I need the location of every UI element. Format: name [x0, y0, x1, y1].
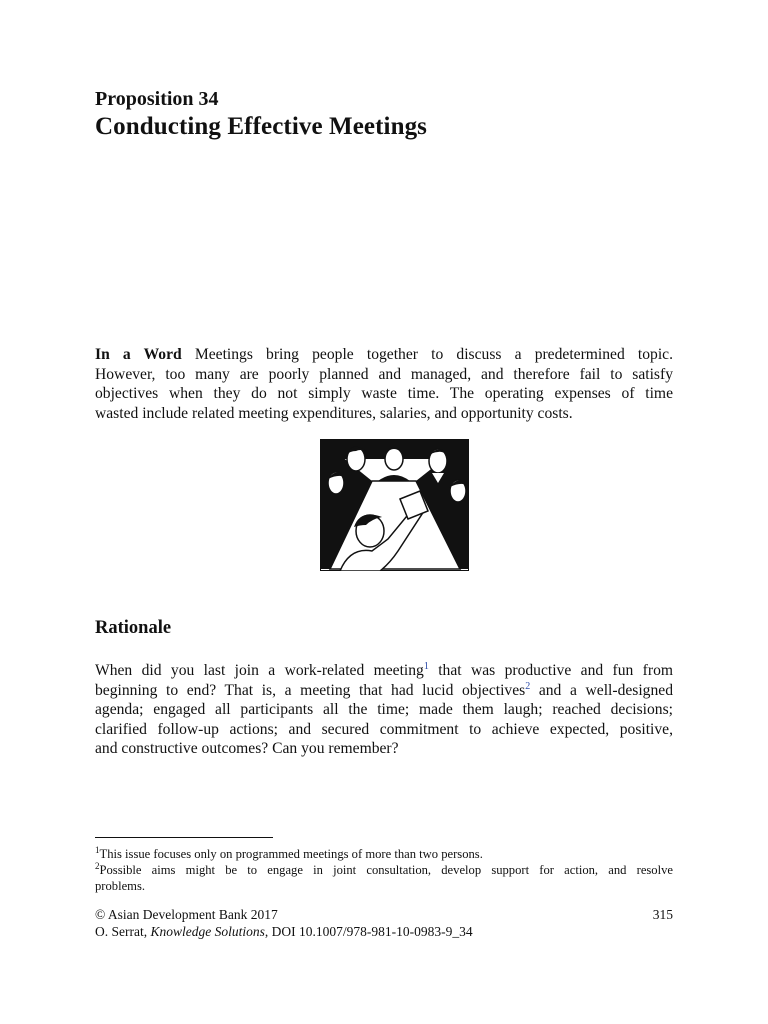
rationale-line-text: that was productive and fun from [428, 662, 673, 679]
footnote-line [95, 846, 673, 862]
rationale-paragraph [95, 661, 673, 759]
citation [95, 924, 473, 940]
rationale-line: agenda; engaged all participants all the time; made them laugh; reached decisions; [95, 701, 673, 718]
in-a-word-line [95, 345, 673, 365]
chapter-title: Conducting Effective Meetings [95, 113, 428, 140]
in-a-word-line-1-text: Meetings bring people together to discuss a predetermined topic. [181, 346, 673, 363]
in-a-word-line: objectives when they do not simply waste time. The operating expenses of time [95, 385, 673, 402]
rationale-line-text: When did you last join a work-related meeting [95, 662, 424, 679]
rationale-line-text: beginning to end? That is, a meeting that had lucid objectives [95, 681, 526, 699]
citation-title: Knowledge Solutions [150, 924, 265, 939]
in-a-word-lead: In a Word [95, 346, 182, 363]
footnote-text: Possible aims might be to engage in joint consultation, develop support for action, and resolve [99, 863, 673, 877]
proposition-label: Proposition 34 [95, 88, 219, 110]
in-a-word-line: wasted include related meeting expenditures, salaries, and opportunity costs. [95, 404, 573, 422]
rationale-line-text: and a well-designed [530, 681, 673, 699]
meeting-illustration-icon [320, 439, 469, 571]
footnote-2 [95, 862, 673, 894]
citation-doi[interactable]: , DOI 10.1007/978-981-10-0983-9_34 [264, 924, 473, 939]
footnote-line: problems. [95, 879, 146, 893]
footnote-ref-2[interactable]: 2 [525, 680, 531, 692]
footnote-line [95, 862, 673, 878]
footnote-mark: 1 [95, 845, 100, 855]
citation-author: O. Serrat, [95, 924, 151, 939]
footnote-mark: 2 [95, 861, 100, 871]
footnote-divider [95, 837, 273, 838]
in-a-word-paragraph [95, 345, 673, 423]
page-number: 315 [652, 907, 673, 922]
rationale-line: clarified follow-up actions; and secured commitment to achieve expected, positive, [95, 720, 673, 738]
in-a-word-line: However, too many are poorly planned and managed, and therefore fail to satisfy [95, 365, 673, 383]
rationale-heading: Rationale [95, 618, 172, 638]
rationale-line [95, 661, 673, 681]
footnotes [95, 846, 673, 894]
copyright-notice: © Asian Development Bank 2017 [95, 907, 278, 922]
footnote-ref-1[interactable]: 1 [423, 661, 429, 672]
footnote-1 [95, 846, 673, 862]
rationale-line: and constructive outcomes? Can you remember? [95, 740, 399, 757]
rationale-line [95, 681, 673, 701]
footnote-text: This issue focuses only on programmed meetings of more than two persons. [99, 847, 483, 861]
